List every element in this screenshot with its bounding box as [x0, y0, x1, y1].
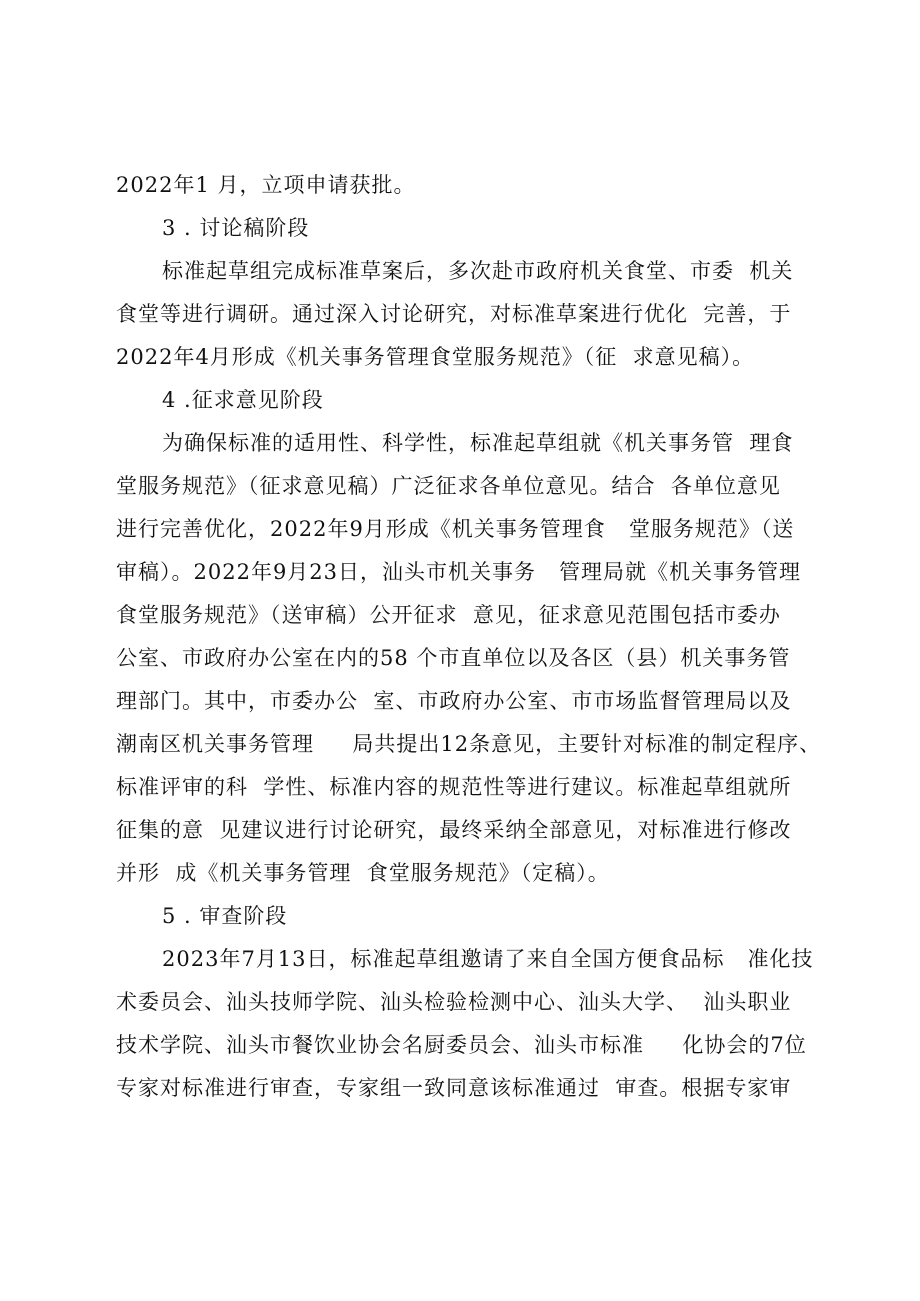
paragraph-line: 术委员会、汕头技师学院、汕头检验检测中心、汕头大学、 汕头职业 — [116, 990, 792, 1014]
paragraph-line: 食堂等进行调研。通过深入讨论研究，对标准草案进行优化 完善，于 — [116, 302, 792, 326]
paragraph-line: 并形 成《机关事务管理 食堂服务规范》（定稿）。 — [116, 861, 610, 885]
paragraph-line: 标准评审的科 学性、标准内容的规范性等进行建议。标准起草组就所 — [116, 775, 792, 799]
paragraph-line: 标准起草组完成标准草案后，多次赴市政府机关食堂、市委 机关 — [162, 259, 794, 283]
paragraph-line: 进行完善优化，2022年9月形成《机关事务管理食 堂服务规范》（送 — [116, 517, 795, 541]
section-heading-discussion: 3 . 讨论稿阶段 — [162, 216, 310, 240]
paragraph-line: 堂服务规范》（征求意见稿）广泛征求各单位意见。结合 各单位意见 — [116, 474, 781, 498]
paragraph-line: 审稿）。2022年9月23日，汕头市机关事务 管理局就《机关事务管理 — [116, 560, 802, 584]
line-approval: 2022年1 月，立项申请获批。 — [116, 173, 416, 197]
paragraph-line: 潮南区机关事务管理 局共提出12条意见，主要针对标准的制定程序、 — [116, 732, 822, 756]
paragraph-line: 公室、市政府办公室在内的58 个市直单位以及各区（县）机关事务管 — [116, 646, 791, 670]
paragraph-line: 2022年4月形成《机关事务管理食堂服务规范》（征 求意见稿）。 — [116, 345, 755, 369]
paragraph-line: 专家对标准进行审查，专家组一致同意该标准通过 审查。根据专家审 — [116, 1076, 792, 1100]
section-heading-review: 5 . 审查阶段 — [162, 904, 288, 928]
paragraph-line: 征集的意 见建议进行讨论研究，最终采纳全部意见，对标准进行修改 — [116, 818, 792, 842]
paragraph-line: 理部门。其中，市委办公 室、市政府办公室、市市场监督管理局以及 — [116, 689, 792, 713]
paragraph-line: 2023年7月13日，标准起草组邀请了来自全国方便食品标 准化技 — [162, 947, 814, 971]
section-heading-consultation: 4 .征求意见阶段 — [162, 388, 324, 412]
paragraph-line: 技术学院、汕头市餐饮业协会名厨委员会、汕头市标准 化协会的7位 — [116, 1033, 807, 1057]
paragraph-line: 为确保标准的适用性、科学性，标准起草组就《机关事务管 理食 — [162, 431, 794, 455]
paragraph-line: 食堂服务规范》（送审稿）公开征求 意见，征求意见范围包括市委办 — [116, 603, 781, 627]
